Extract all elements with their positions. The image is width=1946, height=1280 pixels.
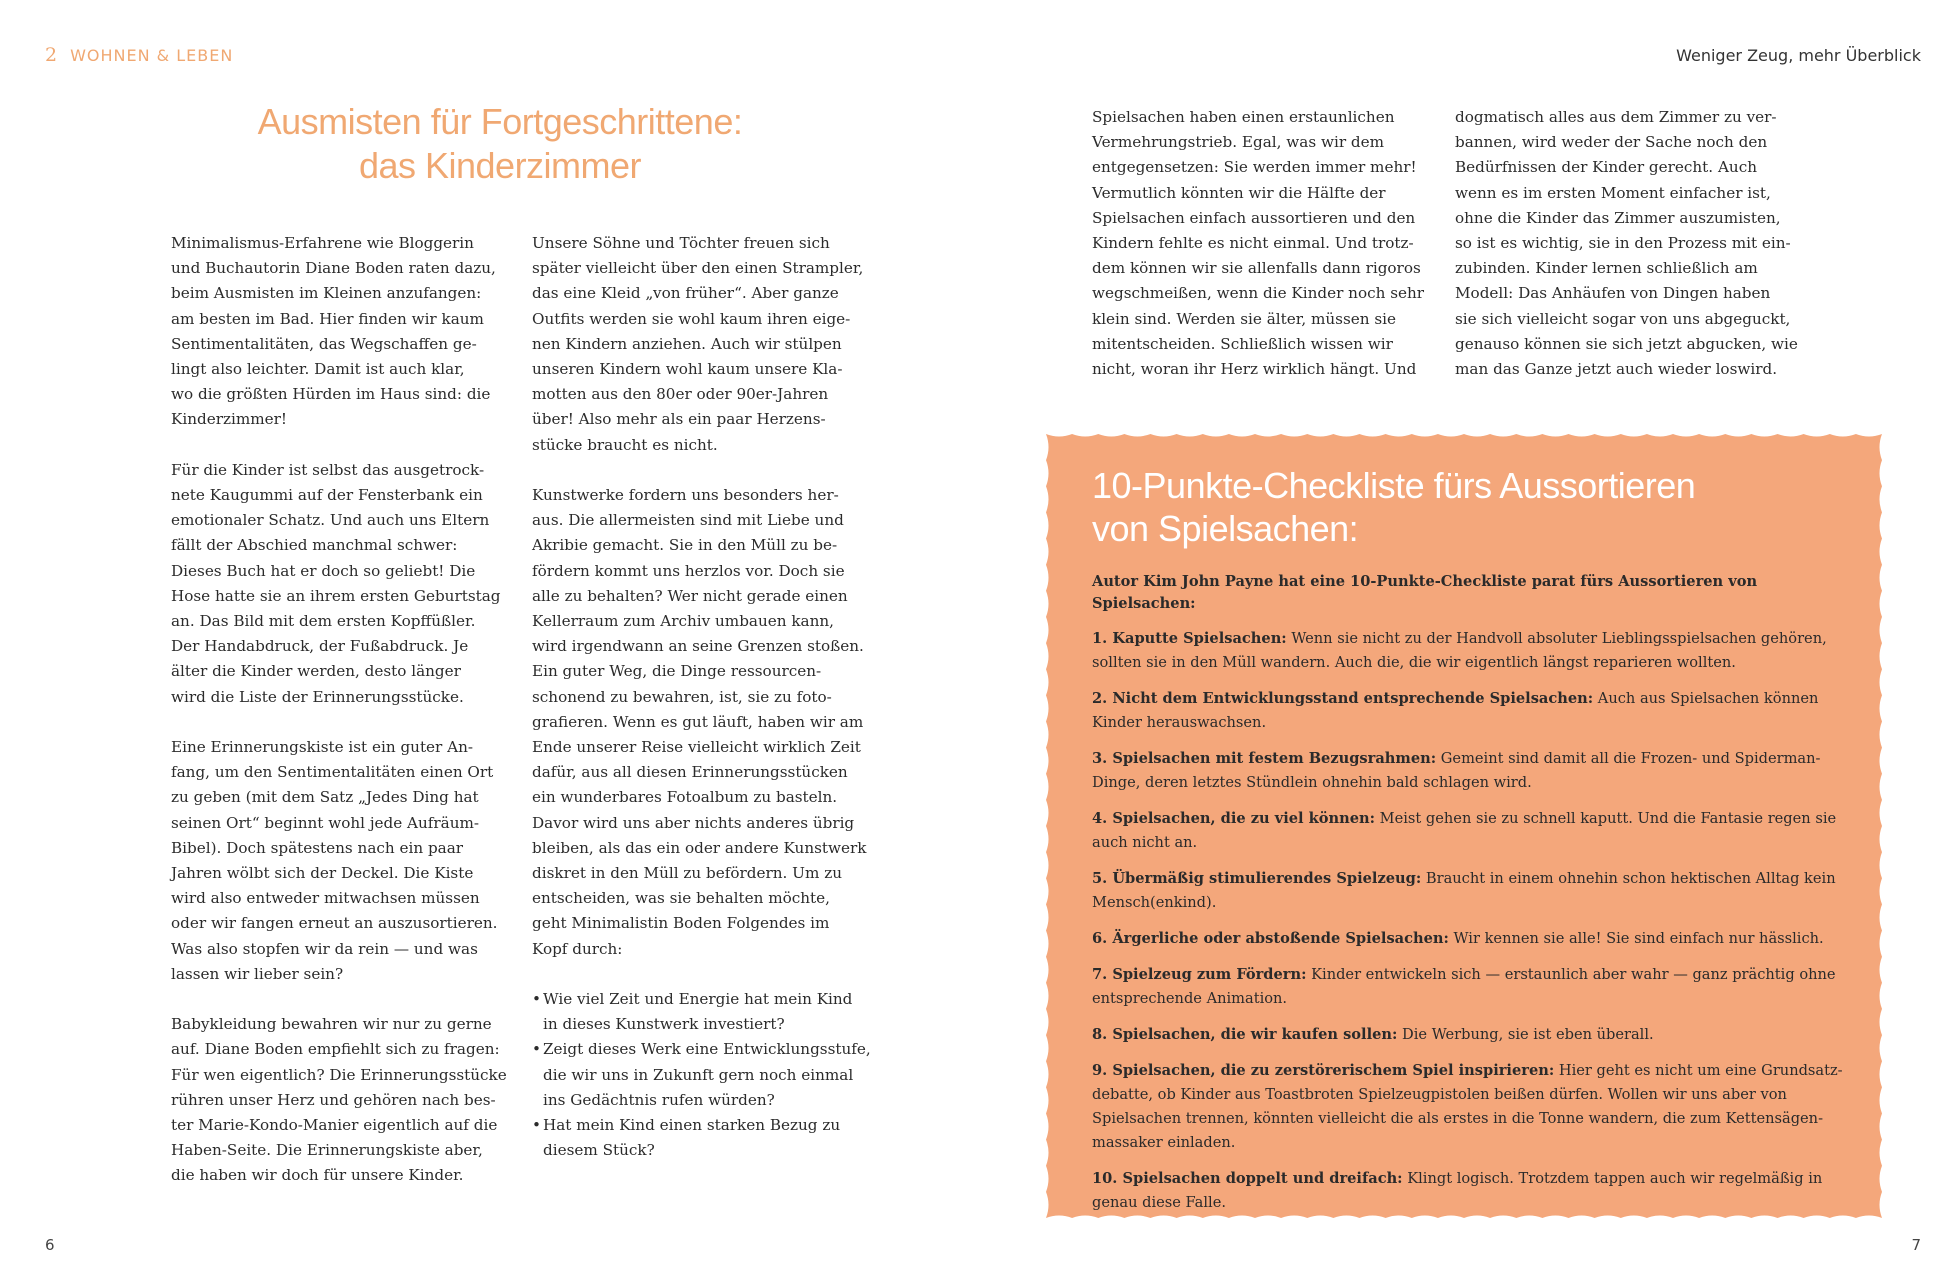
page-number-right: 7 — [1911, 1236, 1921, 1254]
checklist-item — [1092, 807, 1862, 855]
page-number-left: 6 — [45, 1236, 55, 1254]
text-column-4 — [1455, 105, 1800, 407]
chapter-header — [45, 44, 233, 66]
item-text: Auch aus Spielsachen können Kinder herauswachsen. — [1092, 690, 1819, 731]
paragraph: Kunstwerke fordern uns besonders her- aus. Die allermeisten sind mit Liebe und Akribie gemacht. Sie in den Müll zu be- fördern kommt uns herzlos vor. Doch sie alle zu behalten? Wer nicht gerade einen Kellerraum zum Archiv umbauen kann, wird irgendwann an seine Grenzen stoßen. Ein guter Weg, die Dinge ressourcen- schonend zu bewahren, ist, sie zu foto- grafieren. Wenn es gut läuft, haben wir am Ende unserer Reise vielleicht wirklich Zeit dafür, aus all diesen Erinnerungsstücken ein wunderbares Fotoalbum zu basteln. Davor wird uns aber nichts anderes übrig bleiben, als das ein oder andere Kunstwerk diskret in den Müll zu befördern. Um zu entscheiden, was sie behalten möchte, geht Minimalistin Boden Folgendes im Kopf durch: — [532, 486, 867, 958]
running-title: Weniger Zeug, mehr Überblick — [1676, 46, 1921, 65]
checklist-item — [1092, 747, 1862, 795]
checklist-item — [1092, 687, 1862, 735]
item-heading: 9. Spielsachen, die zu zerstörerischem Spiel inspirieren: — [1092, 1062, 1555, 1079]
checklist-item — [1092, 1167, 1862, 1215]
item-heading: 5. Übermäßig stimulierendes Spielzeug: — [1092, 870, 1422, 887]
text-column-1 — [171, 231, 511, 1214]
question-list — [532, 987, 882, 1163]
checklist-item — [1092, 963, 1862, 1011]
checklist-intro: Autor Kim John Payne hat eine 10-Punkte-Checkliste parat fürs Aussortieren von Spielsachen: — [1092, 573, 1758, 612]
list-item: • Wie viel Zeit und Energie hat mein Kind in dieses Kunstwerk investiert? — [532, 987, 882, 1037]
item-text: Wir kennen sie alle! Sie sind einfach nur hässlich. — [1448, 930, 1824, 947]
item-heading: 6. Ärgerliche oder abstoßende Spielsachen: — [1092, 930, 1449, 947]
paragraph: Eine Erinnerungskiste ist ein guter An- fang, um den Sentimentalitäten einen Ort zu geben (mit dem Satz „Jedes Ding hat seinen Ort“ beginnt wohl jede Aufräum- Bibel). Doch spätestens nach ein paar Jahren wölbt sich der Deckel. Die Kiste wird also entweder mitwachsen müssen oder wir fangen erneut an auszusortieren. Was also stopfen wir da rein — und was lassen wir lieber sein? — [171, 738, 498, 983]
checklist-item — [1092, 927, 1862, 951]
paragraph: Für die Kinder ist selbst das ausgetrock- nete Kaugummi auf der Fensterbank ein emotionaler Schatz. Und auch uns Eltern fällt der Abschied manchmal schwer: Dieses Buch hat er doch so geliebt! Die Hose hatte sie an ihrem ersten Geburtstag an. Das Bild mit dem ersten Kopffüßler. Der Handabdruck, der Fußabdruck. Je älter die Kinder werden, desto länger wird die Liste der Erinnerungsstücke. — [171, 460, 501, 706]
checklist-items — [1092, 627, 1862, 1215]
item-text: Hier geht es nicht um eine Grundsatz-debatte, ob Kinder aus Toastbroten Spielzeugpistolen beißen dürfen. Wollen wir uns aber von Spielsachen trennen, könnten vielleicht die als erstes in die Tonne wandern, die zum Kettensägen-massaker einladen. — [1092, 1062, 1843, 1151]
item-text: Braucht in einem ohnehin schon hektischen Alltag kein Mensch(enkind). — [1092, 870, 1836, 911]
checklist-item — [1092, 1023, 1862, 1047]
chapter-number: 2 — [45, 44, 59, 66]
item-text: Gemeint sind damit all die Frozen- und Spiderman-Dinge, deren letztes Stündlein ohnehin bald schlagen wird. — [1092, 750, 1821, 791]
item-heading: 3. Spielsachen mit festem Bezugsrahmen: — [1092, 750, 1437, 767]
checklist-title: 10-Punkte-Checkliste fürs Aussortieren von Spielsachen: — [1092, 465, 1696, 549]
paragraph: Spielsachen haben einen erstaunlichen Vermehrungstrieb. Egal, was wir dem entgegensetzen: Sie werden immer mehr! Vermutlich könnten wir die Hälfte der Spielsachen einfach aussortieren und den Kindern fehlte es nicht einmal. Und trotz- dem können wir sie allenfalls dann rigoros wegschmeißen, wenn die Kinder noch sehr klein sind. Werden sie älter, müssen sie mitentscheiden. Schließlich wissen wir nicht, woran ihr Herz wirklich hängt. Und — [1092, 108, 1425, 379]
chapter-title: WOHNEN & LEBEN — [70, 46, 234, 65]
item-text: Klingt logisch. Trotzdem tappen auch wir regelmäßig in genau diese Falle. — [1092, 1170, 1823, 1211]
item-text: Kinder entwickeln sich — erstaunlich aber wahr — ganz prächtig ohne entsprechende Animation. — [1092, 966, 1836, 1007]
item-heading: 10. Spielsachen doppelt und dreifach: — [1092, 1170, 1403, 1187]
text-column-2 — [532, 231, 882, 1163]
item-heading: 8. Spielsachen, die wir kaufen sollen: — [1092, 1026, 1398, 1043]
article-title: Ausmisten für Fortgeschrittene: das Kinderzimmer — [257, 101, 743, 186]
checklist-box — [1038, 426, 1890, 1226]
list-item: • Hat mein Kind einen starken Bezug zu diesem Stück? — [532, 1113, 882, 1163]
checklist-item — [1092, 867, 1862, 915]
item-heading: 7. Spielzeug zum Fördern: — [1092, 966, 1307, 983]
list-item: • Zeigt dieses Werk eine Entwicklungsstufe, die wir uns in Zukunft gern noch einmal ins Gedächtnis rufen würden? — [532, 1037, 882, 1113]
item-text: Die Werbung, sie ist eben überall. — [1397, 1026, 1654, 1043]
item-text: Meist gehen sie zu schnell kaputt. Und die Fantasie regen sie auch nicht an. — [1092, 810, 1837, 851]
checklist-item — [1092, 1059, 1862, 1155]
paragraph: Babykleidung bewahren wir nur zu gerne auf. Diane Boden empfiehlt sich zu fragen: Für wen eigentlich? Die Erinnerungsstücke rühren unser Herz und gehören nach bes- ter Marie-Kondo-Manier eigentlich auf die Haben-Seite. Die Erinnerungskiste aber, die haben wir doch für unsere Kinder. — [171, 1015, 507, 1185]
item-heading: 1. Kaputte Spielsachen: — [1092, 630, 1287, 647]
paragraph: dogmatisch alles aus dem Zimmer zu ver- bannen, wird weder der Sache noch den Bedürfnissen der Kinder gerecht. Auch wenn es im ersten Moment einfacher ist, ohne die Kinder das Zimmer auszumisten, so ist es wichtig, sie in den Prozess mit ein- zubinden. Kinder lernen schließlich am Modell: Das Anhäufen von Dingen haben sie sich vielleicht sogar von uns abgeguckt, genauso können sie sich jetzt abgucken, wie man das Ganze jetzt auch wieder loswird. — [1455, 108, 1798, 379]
item-heading: 4. Spielsachen, die zu viel können: — [1092, 810, 1376, 827]
text-column-3 — [1092, 105, 1437, 407]
item-heading: 2. Nicht dem Entwicklungsstand entsprechende Spielsachen: — [1092, 690, 1594, 707]
item-text: Wenn sie nicht zu der Handvoll absoluter Lieblingsspielsachen gehören, sollten sie in den Müll wandern. Auch die, die wir eigentlich längst reparieren wollten. — [1092, 630, 1827, 671]
checklist-item — [1092, 627, 1862, 675]
paragraph: Unsere Söhne und Töchter freuen sich später vielleicht über den einen Strampler, das eine Kleid „von früher“. Aber ganze Outfits werden sie wohl kaum ihren eige- nen Kindern anziehen. Auch wir stülpen unseren Kindern wohl kaum unsere Kla- motten aus den 80er oder 90er-Jahren über! Also mehr als ein paar Herzens- stücke braucht es nicht. — [532, 234, 864, 454]
paragraph: Minimalismus-Erfahrene wie Bloggerin und Buchautorin Diane Boden raten dazu, beim Ausmisten im Kleinen anzufangen: am besten im Bad. Hier finden wir kaum Sentimentalitäten, das Wegschaffen ge- lingt also leichter. Damit ist auch klar, wo die größten Hürden im Haus sind: die Kinderzimmer! — [171, 234, 496, 429]
